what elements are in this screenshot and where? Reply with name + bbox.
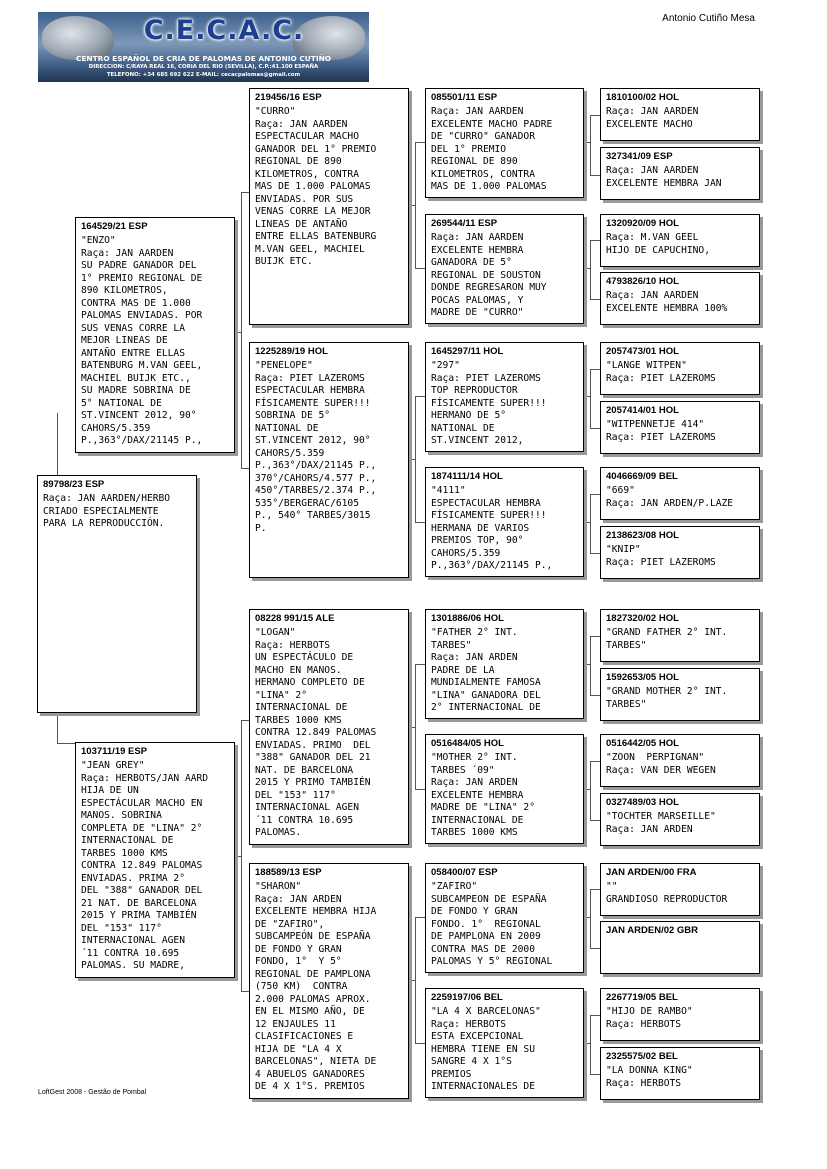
pigeon-card-gen4[interactable] — [600, 401, 760, 454]
pigeon-description: Raça: JAN AARDEN EXCELENTE MACHO PADRE DE "CURRO" GANADOR DEL 1° PREMIO REGIONAL DE 890 KILOMETROS, CONTRA MAS DE 1.000 PALOMAS — [431, 106, 553, 192]
pigeon-description: Raça: JAN AARDEN/HERBO CRIADO ESPECIALMENTE PARA LA REPRODUCCIÓN. — [43, 493, 171, 529]
pigeon-card-gen3[interactable] — [425, 734, 584, 844]
connector-line — [590, 369, 591, 428]
ring-number: 1320920/09 HOL — [606, 218, 679, 229]
connector-line — [57, 713, 58, 743]
connector-line — [57, 413, 58, 475]
connector-line — [415, 396, 416, 522]
pigeon-card-dam-dam[interactable] — [249, 863, 409, 1099]
connector-line — [409, 205, 415, 206]
ring-number: 1645297/11 HOL — [431, 346, 504, 357]
logo-banner — [38, 12, 369, 82]
owner-name: Antonio Cutiño Mesa — [662, 13, 755, 24]
ring-number: 4793826/10 HOL — [606, 276, 679, 287]
connector-line — [241, 192, 242, 468]
ring-number: 2057473/01 HOL — [606, 346, 679, 357]
pigeon-card-gen4[interactable] — [600, 609, 760, 662]
pigeon-description: "FATHER 2° INT. TARBES" Raça: JAN ARDEN PADRE DE LA MUNDIALMENTE FAMOSA "LINA" GANADORA DEL 2° INTERNACIONAL DE — [431, 627, 541, 713]
pigeon-card-gen3[interactable] — [425, 467, 584, 577]
connector-line — [584, 664, 590, 665]
ring-number: 2138623/08 HOL — [606, 530, 679, 541]
ring-number: 188589/13 ESP — [255, 867, 322, 878]
connector-line — [590, 175, 600, 176]
pigeon-description: Raça: JAN AARDEN EXCELENTE HEMBRA 100% — [606, 290, 728, 314]
pigeon-card-gen4[interactable] — [600, 793, 760, 846]
pigeon-card-gen4[interactable] — [600, 214, 760, 267]
pigeon-description: Raça: JAN AARDEN EXCELENTE HEMBRA GANADORA DE 5° REGIONAL DE SOUSTON DONDE REGRESARON MUY POCAS PALOMAS, Y MADRE DE "CURRO" — [431, 232, 547, 318]
ring-number: 89798/23 ESP — [43, 479, 105, 490]
pigeon-card-gen4[interactable] — [600, 342, 760, 395]
pigeon-card-gen3[interactable] — [425, 342, 584, 452]
connector-line — [590, 948, 600, 949]
pigeon-card-gen3[interactable] — [425, 88, 584, 198]
logo-address: DIRECCION: C/RAYA REAL 16, CORIA DEL RIO (SEVILLA), C.P.:41.100 ESPAÑA — [88, 64, 319, 70]
connector-line — [590, 636, 600, 637]
pigeon-description: "GRAND MOTHER 2° INT. TARBES" — [606, 686, 728, 710]
logo-title: C.E.C.A.C. — [143, 15, 305, 46]
ring-number: 2325575/02 BEL — [606, 1051, 678, 1062]
ring-number: 327341/09 ESP — [606, 151, 673, 162]
connector-line — [415, 142, 416, 268]
connector-line — [415, 789, 425, 790]
ring-number: 164529/21 ESP — [81, 221, 148, 232]
pigeon-card-gen3[interactable] — [425, 609, 584, 719]
pigeon-description: "HIJO DE RAMBO" Raça: HERBOTS — [606, 1006, 693, 1030]
pigeon-card-gen4[interactable] — [600, 272, 760, 325]
connector-line — [590, 369, 600, 370]
connector-line — [235, 332, 241, 333]
pigeon-card-gen4[interactable] — [600, 734, 760, 787]
connector-line — [57, 743, 76, 744]
connector-line — [415, 917, 425, 918]
connector-line — [590, 1015, 591, 1074]
pigeon-description: "4111" ESPECTACULAR HEMBRA FÍSICAMENTE SUPER!!! HERMANA DE VARIOS PREMIOS TOP, 90° CAHORS/5.359 P.,363°/DAX/21145 P., — [431, 485, 553, 571]
connector-line — [415, 522, 425, 523]
connector-line — [590, 428, 600, 429]
pigeon-description: "LANGE WITPEN" Raça: PIET LAZEROMS — [606, 360, 716, 384]
connector-line — [415, 664, 425, 665]
pigeon-card-gen4[interactable] — [600, 863, 760, 916]
connector-line — [409, 727, 415, 728]
pigeon-card-gen4[interactable] — [600, 921, 760, 974]
connector-line — [590, 299, 600, 300]
ring-number: 0516442/05 HOL — [606, 738, 679, 749]
ring-number: 4046669/09 BEL — [606, 471, 678, 482]
connector-line — [590, 240, 600, 241]
pigeon-description: "JEAN GREY" Raça: HERBOTS/JAN AARD HIJA DE UN ESPECTÁCULAR MACHO EN MANOS. SOBRINA COMPLETA DE "LINA" 2° INTERNACIONAL DE TARBES 1000 KMS CONTRA 12.849 PALOMAS ENVIADAS. PRIMA 2° DEL "388" GANADOR DEL 21 NAT. DE BARCELONA 2015 Y PRIMA TAMBIÉN DEL "153" 117° INTERNACIONAL AGEN ´11 CONTRA 10.695 PALOMAS. SU MADRE, — [81, 760, 209, 971]
pigeon-card-gen4[interactable] — [600, 88, 760, 141]
pigeon-card-sire-sire[interactable] — [249, 88, 409, 325]
pigeon-card-gen4[interactable] — [600, 467, 760, 520]
pigeon-description: "669" Raça: JAN ARDEN/P.LAZE — [606, 485, 734, 509]
pigeon-description: Raça: M.VAN GEEL HIJO DE CAPUCHINO, — [606, 232, 710, 256]
pigeon-card-gen3[interactable] — [425, 214, 584, 324]
footer-text: LoftGest 2008 - Gestão de Pombal — [38, 1089, 147, 1096]
ring-number: 085501/11 ESP — [431, 92, 498, 103]
pigeon-description: "TOCHTER MARSEILLE" Raça: JAN ARDEN — [606, 811, 716, 835]
ring-number: 1225289/19 HOL — [255, 346, 328, 357]
ring-number: 1810100/02 HOL — [606, 92, 679, 103]
ring-number: 0516484/05 HOL — [431, 738, 504, 749]
ring-number: 08228 991/15 ALE — [255, 613, 335, 624]
connector-line — [590, 240, 591, 299]
connector-line — [590, 761, 591, 820]
connector-line — [415, 396, 425, 397]
connector-line — [590, 889, 591, 948]
connector-line — [590, 115, 591, 175]
pigeon-description: "KNIP" Raça: PIET LAZEROMS — [606, 544, 716, 568]
pigeon-description: "LOGAN" Raça: HERBOTS UN ESPECTÁCULO DE MACHO EN MANOS. HERMANO COMPLETO DE "LINA" 2° INTERNACIONAL DE TARBES 1000 KMS CONTRA 12.849 PALOMAS ENVIADAS. PRIMO DEL "388" GANADOR DEL 21 NAT. DE BARCELONA 2015 Y PRIMO TAMBIÉN DEL "153" 117° INTERNACIONAL AGEN ´11 CONTRA 10.695 PALOMAS. — [255, 627, 377, 838]
connector-line — [584, 142, 590, 143]
ring-number: 1592653/05 HOL — [606, 672, 679, 683]
connector-line — [584, 268, 590, 269]
pigeon-card-dam[interactable] — [75, 742, 235, 978]
ring-number: 269544/11 ESP — [431, 218, 498, 229]
pigeon-description: "MOTHER 2° INT. TARBES ´09" Raça: JAN ARDEN EXCELENTE HEMBRA MADRE DE "LINA" 2° INTERNACIONAL DE TARBES 1000 KMS — [431, 752, 535, 838]
pigeon-description: "CURRO" Raça: JAN AARDEN ESPECTACULAR MACHO GANADOR DEL 1° PREMIO REGIONAL DE 890 KILOMETROS, CONTRA MAS DE 1.000 PALOMAS ENVIADAS. POR SUS VENAS CORRE LA MEJOR LINEAS DE ANTAÑO ENTRE ELLAS BATENBURG M.VAN GEEL, MACHIEL BUIJK ETC. — [255, 106, 377, 267]
ring-number: JAN ARDEN/00 FRA — [606, 867, 697, 878]
pigeon-description: "PENELOPE" Raça: PIET LAZEROMS ESPECTACULAR HEMBRA FÍSICAMENTE SUPER!!! SOBRINA DE 5° NATIONAL DE ST.VINCENT 2012, 90° CAHORS/5.359 P.,363°/DAX/21145 P., 370°/CAHORS/4.577 P., 450°/TARBES/2.374 P., 535°/BERGERAC/6105 P., 540° TARBES/3015 P. — [255, 360, 377, 534]
ring-number: 0327489/03 HOL — [606, 797, 679, 808]
pigeon-description: "ENZO" Raça: JAN AARDEN SU PADRE GANADOR DEL 1° PREMIO REGIONAL DE 890 KILOMETROS, CONTRA MAS DE 1.000 PALOMAS ENVIADAS. POR SUS VENAS CORRE LA MEJOR LINEAS DE ANTAÑO ENTRE ELLAS BATENBURG M.VAN GEEL, MACHIEL BUIJK ETC., SU MADRE SOBRINA DE 5° NATIONAL DE ST.VINCENT 2012, 90° CAHORS/5.359 P.,363°/DAX/21145 P., — [81, 235, 203, 446]
connector-line — [590, 553, 600, 554]
pigeon-card-gen4[interactable] — [600, 147, 760, 200]
connector-line — [590, 1074, 600, 1075]
pigeon-description: "ZAFIRO" SUBCAMPEON DE ESPAÑA DE FONDO Y GRAN FONDO. 1° REGIONAL DE PAMPLONA EN 2009 CONTRA MAS DE 2000 PALOMAS Y 5° REGIONAL — [431, 881, 553, 967]
ring-number: 2267719/05 BEL — [606, 992, 678, 1003]
connector-line — [409, 459, 415, 460]
connector-line — [584, 917, 590, 918]
pigeon-card-sire-dam[interactable] — [249, 342, 409, 578]
connector-line — [590, 494, 591, 553]
connector-line — [590, 695, 600, 696]
connector-line — [415, 917, 416, 1043]
connector-line — [590, 889, 600, 890]
connector-line — [590, 636, 591, 695]
pigeon-card-main[interactable] — [37, 475, 197, 713]
pigeon-card-gen3[interactable] — [425, 988, 584, 1098]
connector-line — [590, 1015, 600, 1016]
ring-number: 058400/07 ESP — [431, 867, 498, 878]
pigeon-card-gen4[interactable] — [600, 988, 760, 1041]
pigeon-description: "LA 4 X BARCELONAS" Raça: HERBOTS ESTA EXCEPCIONAL HEMBRA TIENE EN SU SANGRE 4 X 1°S PREMIOS INTERNACIONALES DE — [431, 1006, 541, 1092]
pigeon-description: Raça: JAN AARDEN EXCELENTE HEMBRA JAN — [606, 165, 722, 189]
ring-number: 2259197/06 BEL — [431, 992, 503, 1003]
pigeon-card-gen4[interactable] — [600, 668, 760, 721]
connector-line — [590, 820, 600, 821]
connector-line — [415, 664, 416, 789]
connector-line — [235, 856, 241, 857]
connector-line — [590, 761, 600, 762]
pigeon-card-gen3[interactable] — [425, 863, 584, 973]
ring-number: 103711/19 ESP — [81, 746, 148, 757]
pigeon-description: "ZOON PERPIGNAN" Raça: VAN DER WEGEN — [606, 752, 716, 776]
logo-subtitle: CENTRO ESPAÑOL DE CRIA DE PALOMAS DE ANTONIO CUTIÑO — [75, 54, 332, 63]
connector-line — [584, 522, 590, 523]
connector-line — [584, 789, 590, 790]
pigeon-description: Raça: JAN AARDEN EXCELENTE MACHO — [606, 106, 699, 130]
connector-line — [415, 142, 425, 143]
pigeon-description: "GRAND FATHER 2° INT. TARBES" — [606, 627, 728, 651]
pigeon-card-gen4[interactable] — [600, 1047, 760, 1100]
connector-line — [590, 115, 600, 116]
connector-line — [415, 1043, 425, 1044]
pigeon-description: "SHARON" Raça: JAN ARDEN EXCELENTE HEMBRA HIJA DE "ZAFIRO", SUBCAMPEÓN DE ESPAÑA DE FONDO Y GRAN FONDO, 1° Y 5° REGIONAL DE PAMPLONA (750 KM) CONTRA 2.000 PALOMAS APROX. EN EL MISMO AÑO, DE 12 ENJAULES 11 CLASIFICACIONES E HIJA DE "LA 4 X BARCELONAS", NIETA DE 4 ABUELOS GANADORES DE 4 X 1°S. PREMIOS — [255, 881, 377, 1092]
connector-line — [241, 720, 242, 991]
ring-number: 1874111/14 HOL — [431, 471, 503, 482]
pigeon-description: "" GRANDIOSO REPRODUCTOR — [606, 881, 728, 905]
pigeon-description: "297" Raça: PIET LAZEROMS TOP REPRODUCTOR FÍSICAMENTE SUPER!!! HERMANO DE 5° NATIONAL DE ST.VINCENT 2012, — [431, 360, 547, 446]
pigeon-description: "WITPENNETJE 414" Raça: PIET LAZEROMS — [606, 419, 716, 443]
pigeon-card-gen4[interactable] — [600, 526, 760, 579]
ring-number: JAN ARDEN/02 GBR — [606, 925, 699, 936]
connector-line — [584, 396, 590, 397]
pigeon-card-sire[interactable] — [75, 217, 235, 453]
connector-line — [590, 494, 600, 495]
connector-line — [409, 980, 415, 981]
ring-number: 2057414/01 HOL — [606, 405, 679, 416]
connector-line — [415, 268, 425, 269]
pigeon-description: "LA DONNA KING" Raça: HERBOTS — [606, 1065, 693, 1089]
connector-line — [584, 1043, 590, 1044]
pigeon-card-dam-sire[interactable] — [249, 609, 409, 845]
ring-number: 219456/16 ESP — [255, 92, 322, 103]
ring-number: 1827320/02 HOL — [606, 613, 679, 624]
ring-number: 1301886/06 HOL — [431, 613, 504, 624]
logo-contact: TELEFONO: +34 685 692 622 E-MAIL: cecacpalomas@gmail.com — [106, 72, 301, 78]
